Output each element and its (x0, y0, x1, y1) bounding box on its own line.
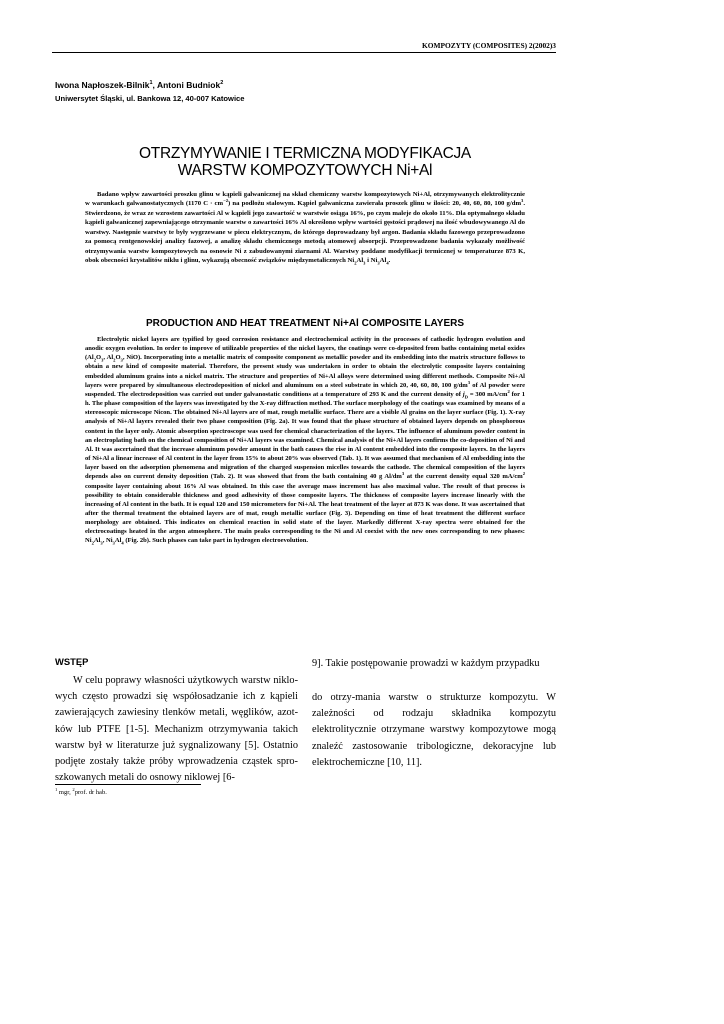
subscript: 2 (113, 357, 116, 363)
superscript: 2 (522, 471, 525, 477)
abstract-text: . Stwierdzono, że wraz ze wzrostem zawartości Al w kąpieli jego zawartość w warstwie osiąga 16%, po czym maleje do około 11%. Dla optymalnego składu kąpieli galwanicznej zapewniającego otrzymanie warstw o zawartości 16% Al określono wpływ wartości gęstości prądowej na ilość wbudowywanego Al do warstwy. Następnie warstwy te były wygrzewane w piecu elektrycznym, do którego doprowadzany był argon. Badania składu fazowego przeprowadzono za pomocą rentgenowskiej analizy fazowej, a analizę składu chemicznego metodą atomowej absorpcji. Przeprowadzone badania wykazały możliwość otrzymywania warstw kompozytowych na osnowie Ni z zabudowanymi ziarnami Al. Warstwy poddane modyfikacji termicznej w temperaturze 873 K, obok obecności krystalitów niklu i glinu, wykazują obecność związków międzymetalicznych Ni (85, 200, 525, 265)
abstract-text: . (388, 257, 391, 265)
affiliation: Uniwersytet Śląski, ul. Bankowa 12, 40-007 Katowice (55, 94, 245, 103)
subscript: 2 (91, 540, 94, 546)
abstract-polish (85, 190, 525, 266)
abstract-english (85, 335, 525, 546)
superscript: 3 (401, 471, 405, 477)
body-paragraph: do otrzy-mania warstw o strukturze kompozytu. W zależności od rodzaju składnika kompozytu elektrolitycznie otrzymane warstwy kompozytowe mogą znaleźć zastosowanie tribologiczne, dekoracyjne lub elektrochemiczne [10, 11]. (312, 692, 556, 768)
superscript: 3 (521, 198, 524, 204)
subscript: 3 (112, 540, 115, 546)
abstract-text: , Al (103, 354, 114, 362)
author-note-mark: 1 (149, 80, 153, 87)
abstract-text: ) na podłożu stalowym. Kąpiel galwaniczna zawierała proszek glinu w ilości: 20, 40, 60, 80, 100 g/dm (228, 200, 522, 208)
footnote-rule (55, 784, 201, 785)
title-line: OTRZYMYWANIE I TERMICZNA MODYFIKACJA (139, 145, 471, 162)
subscript: D (464, 394, 468, 400)
abstract-paragraph (85, 190, 525, 266)
header-rule (52, 52, 556, 53)
abstract-text: Electrolytic nickel layers are typified by good corrosion resistance and electrochemical activity in the processes of cathodic hydrogen evolution and anodic oxygen evolution. In order to improve of utilizable properties of the nickel layers, the coatings were co-deposited from baths containing metal oxides (Al (85, 336, 525, 362)
subscript: 4 (121, 540, 124, 546)
abstract-text: Al (93, 537, 101, 545)
abstract-text: O (96, 354, 102, 362)
abstract-text: i Ni (365, 257, 378, 265)
body-paragraph: 9]. Takie postępowanie prowadzi w każdym przypadku (312, 658, 540, 669)
abstract-text: composite layer containing about 16% Al was obtained. In this case the average mass increment has also maximal value. The result of that process is possibility to obtain considerable thickness and good adhesivity of those composite layers. The thickness of composite layers increase linearly with the increasing of Al content in the bath. It is equal 120 and 150 micrometers for Ni+Al. The heat treatment of the layer at 873 K was done. It was ascertained that after the thermal treatment the obtained layers are of mat, rough metallic surface (Fig. 3). Depending on time of heat treatment the different surface morphology are obtained. This indicates on chemical reaction in solid state of the layer. Markedly different X-ray spectra were obtained for the electrocoatings heated in the argon atmosphere. The main peaks corresponding to the Ni and Al coexist with the new ones corresponding to new phases: Ni (85, 482, 525, 545)
section-heading: WSTĘP (55, 656, 89, 667)
abstract-text: O (115, 354, 121, 362)
superscript: 3 (467, 379, 471, 385)
body-column-right-top (312, 656, 556, 672)
current-density-symbol: j (462, 390, 465, 398)
author-line (55, 80, 223, 90)
author-name: Iwona Napłoszek-Bilnik (55, 80, 150, 90)
title-line: WARSTW KOMPOZYTOWYCH Ni+Al (177, 162, 433, 179)
abstract-text: Badano wpływ zawartości proszku glinu w kąpieli galwanicznej na skład chemiczny warstw kompozytowych Ni+Al, otrzymywanych elektrolitycznie w warunkach galwanostatycznych (1170 C · cm (85, 191, 525, 208)
paper-title (100, 145, 510, 179)
abstract-text: at the current density equal 320 mA/cm (404, 473, 523, 481)
subscript: 3 (100, 540, 103, 546)
subscript: 2 (93, 357, 97, 363)
abstract-text: (Fig. 2b). Such phases can take part in hydrogen electroevolution. (123, 537, 309, 545)
footnote-mark: 1 (55, 786, 58, 792)
subscript: 4 (386, 260, 389, 266)
footnote (55, 786, 107, 796)
footnote-mark: 2 (72, 786, 75, 792)
abstract-text: , NiO). Incorporating into a metallic matrix of composite component as metallic powder and its embedding into the matrix structure follows to obtain a new kind of composite material. Therefore, the present study was undertaken in order to obtain the electrolytic composite layers containing embedded aluminum grains into a nickel matrix. The structure and properties of Ni+Al alloys were determined using different methods. Composite Ni+Al layers were prepared by simultaneous electrodeposition of nickel and aluminum on a steel substrate in which 20, 40, 60, 80, 100 g/dm (85, 354, 525, 389)
body-paragraph: W celu poprawy własności użytkowych warstw niklo- wych często prowadzi się współosadzanie ich z kąpieli zawierających zawiesiny tlenków metali, węglików, azot- ków lub PTFE [1-5]. Mechanizm otrzymywania takich warstw był w literaturze już sygnalizowany [5]. Ostatnio podjęte zostały także próby wprowadzenia cząstek spro-szkowanych metali do osnowy niklowej [6- (55, 675, 298, 784)
subscript: 2 (354, 260, 357, 266)
subscript: 3 (120, 357, 123, 363)
subscript: 3 (363, 260, 366, 266)
abstract-text: Al (379, 257, 387, 265)
abstract-paragraph (85, 335, 525, 546)
body-column-left (55, 673, 298, 786)
abstract-text: for 1 h. The phase composition of the layers was investigated by the X-ray diffraction method. The surface morphology of the coatings was examined by means of a stereoscopic microscope Nicon. The obtained Ni+Al layers are of mat, rough metallic surface. There are a visible Al grains on the layer surface (Fig. 1). X-ray analysis of Ni+Al layers revealed their two phase composition (Fig. 2a). It was found that the phase structure of obtained layers depends on phosphorous content in the layer only. Atomic absorption spectroscope was used for chemical characterization of the layers. The influence of aluminum powder content in an electroplating bath on the chemical composition of Ni+Al layers was examined. Chemical analysis of the Ni+Al layers confirms the co-deposition of Ni and Al. It was ascertained that the increase aluminum powder amount in the bath causes the rise in Al content embedded into the composite layers. In the layers of Ni+Al a linear increase of Al content in the layer from 15% to about 20% was observed (Tab. 1). It was assumed that mechanism of Al embedding into the layer based on the adsorption phenomena and migration of the charged suspension micelles towards the cathode. The chemical composition of the layers depends also on current density deposition (Tab. 2). It was showed that from the bath containing 40 g Al/dm (85, 390, 525, 481)
superscript: 2 (507, 388, 510, 394)
abstract-text: of Al powder were suspended. The electrodeposition was carried out under galvanostatic conditions at a temperature of 293 K and the current density of (85, 381, 525, 398)
footnote-text: mgr, (57, 789, 73, 796)
superscript: −2 (223, 198, 229, 204)
author-note-mark: 2 (220, 80, 224, 87)
abstract-text: Al (356, 257, 364, 265)
footnote-text: prof. dr hab. (74, 789, 107, 796)
subscript: 3 (377, 260, 380, 266)
body-column-right-bottom (312, 690, 556, 771)
running-head: KOMPOZYTY (COMPOSITES) 2(2002)3 (422, 41, 556, 50)
abstract-text: = 300 mA/cm (467, 390, 508, 398)
author-name: Antoni Budniok (156, 80, 221, 90)
subscript: 3 (101, 357, 104, 363)
abstract-text: Al (114, 537, 122, 545)
english-title: PRODUCTION AND HEAT TREATMENT Ni+Al COMPOSITE LAYERS (145, 318, 465, 329)
author-separator: , (152, 80, 157, 90)
abstract-text: , Ni (102, 537, 113, 545)
